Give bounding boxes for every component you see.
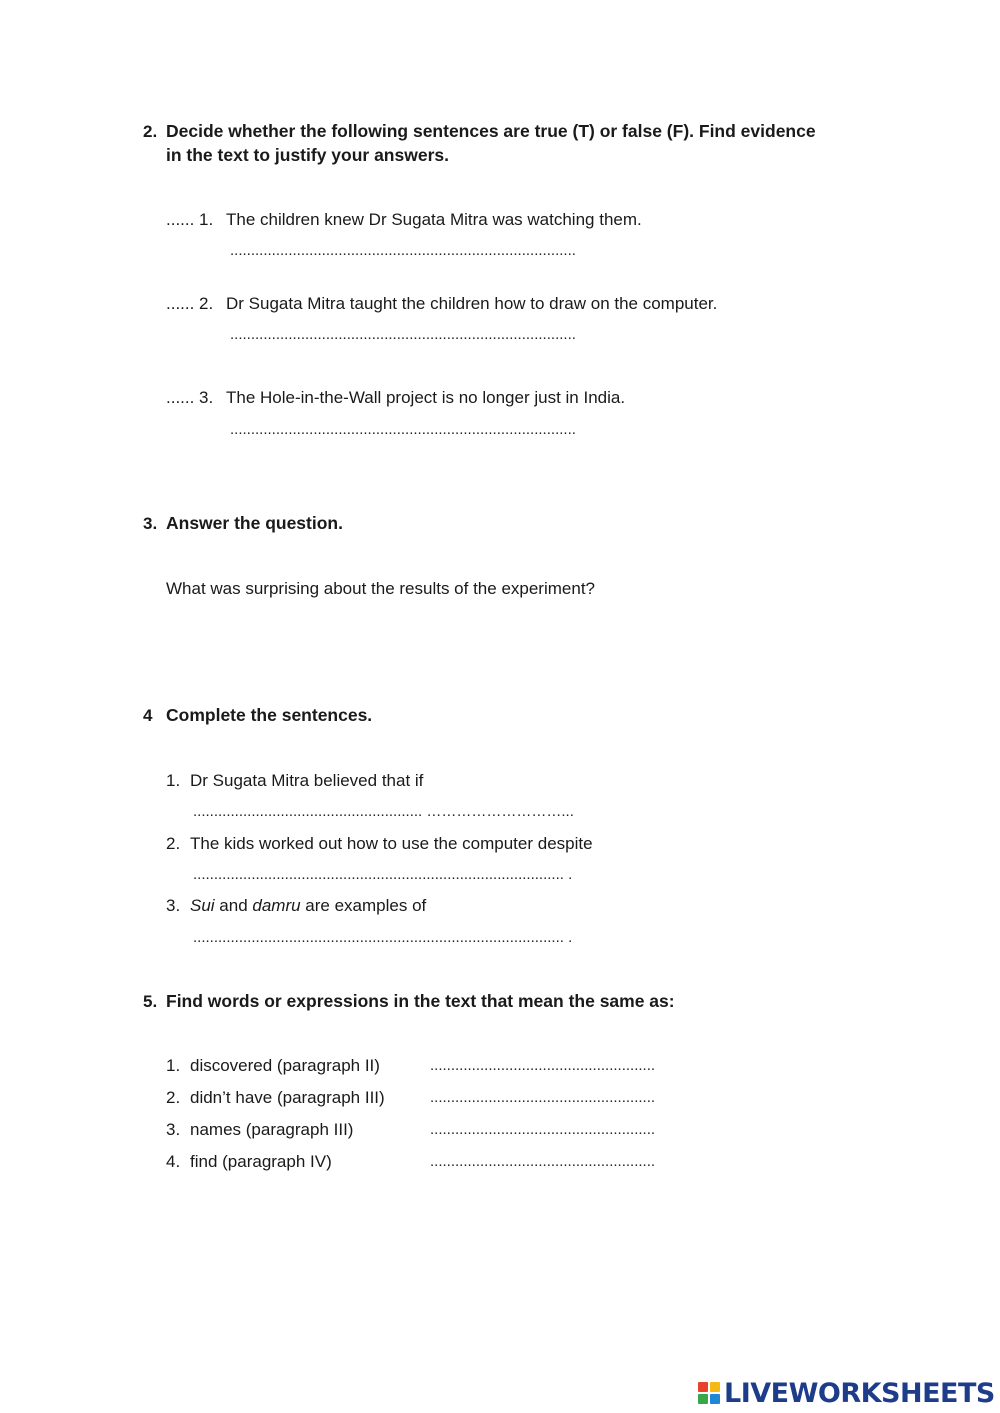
tf-item-1-answer-line[interactable]: ................................................................................... (230, 242, 576, 259)
liveworksheets-logo[interactable] (698, 1376, 995, 1410)
vocab-item-4-text: find (paragraph IV) (190, 1152, 332, 1171)
vocab-item-3-text: names (paragraph III) (190, 1120, 354, 1139)
complete-item-3-text (190, 896, 426, 916)
complete-item-3-number: 3. (166, 896, 181, 915)
vocab-item-4-answer-line[interactable]: ...................................................... (430, 1153, 656, 1170)
section-3-question: What was surprising about the results of the experiment? (166, 579, 595, 598)
vocab-item-3-answer-line[interactable]: ...................................................... (430, 1121, 656, 1138)
complete-item-1-text: Dr Sugata Mitra believed that if (190, 771, 424, 790)
section-4-heading: Complete the sentences. (166, 705, 373, 725)
complete-item-3-answer-line[interactable]: ......................................................................................... . (193, 929, 573, 946)
vocab-item-2-number: 2. (166, 1088, 181, 1107)
vocab-item-1-answer-line[interactable]: ...................................................... (430, 1057, 656, 1074)
complete-item-1-answer-line[interactable]: ....................................................... ………………………... (193, 803, 574, 820)
vocab-item-3-number: 3. (166, 1120, 181, 1139)
tf-item-3-text: The Hole-in-the-Wall project is no longer just in India. (226, 388, 626, 407)
logo-square-green (698, 1394, 708, 1404)
vocab-item-2-answer-line[interactable]: ...................................................... (430, 1089, 656, 1106)
tf-item-3-prefix[interactable]: ...... 3. (166, 388, 214, 407)
italic-word-damru: damru (252, 896, 301, 915)
complete-item-2-number: 2. (166, 834, 181, 853)
italic-word-sui: Sui (190, 896, 215, 915)
tf-item-2-answer-line[interactable]: ................................................................................... (230, 326, 576, 343)
tf-item-3-answer-line[interactable]: ................................................................................... (230, 421, 576, 438)
complete-item-2-text: The kids worked out how to use the computer despite (190, 834, 593, 853)
logo-square-blue (710, 1394, 720, 1404)
conjunction-and: and (214, 896, 253, 915)
complete-item-1-number: 1. (166, 771, 181, 790)
tf-item-1-prefix[interactable]: ...... 1. (166, 210, 214, 229)
section-2-heading-line2: in the text to justify your answers. (166, 145, 449, 165)
section-5-number: 5. (143, 992, 158, 1011)
vocab-item-1-text: discovered (paragraph II) (190, 1056, 380, 1075)
section-4-number: 4 (143, 706, 153, 725)
tf-item-2-text: Dr Sugata Mitra taught the children how to draw on the computer. (226, 294, 718, 313)
logo-square-yellow (710, 1382, 720, 1392)
complete-item-2-answer-line[interactable]: ......................................................................................... . (193, 866, 573, 883)
tf-item-1-text: The children knew Dr Sugata Mitra was watching them. (226, 210, 642, 229)
complete-item-3-rest: are examples of (300, 896, 427, 915)
tf-item-2-prefix[interactable]: ...... 2. (166, 294, 214, 313)
liveworksheets-logo-text: LIVEWORKSHEETS (724, 1377, 995, 1409)
section-5-heading: Find words or expressions in the text that mean the same as: (166, 991, 675, 1011)
section-2-number: 2. (143, 122, 158, 141)
vocab-item-2-text: didn’t have (paragraph III) (190, 1088, 385, 1107)
section-3-heading: Answer the question. (166, 513, 343, 533)
section-3-number: 3. (143, 514, 158, 533)
vocab-item-1-number: 1. (166, 1056, 181, 1075)
logo-square-red (698, 1382, 708, 1392)
liveworksheets-logo-icon (698, 1382, 720, 1404)
vocab-item-4-number: 4. (166, 1152, 181, 1171)
section-2-heading-line1: Decide whether the following sentences are true (T) or false (F). Find evidence (166, 121, 816, 141)
